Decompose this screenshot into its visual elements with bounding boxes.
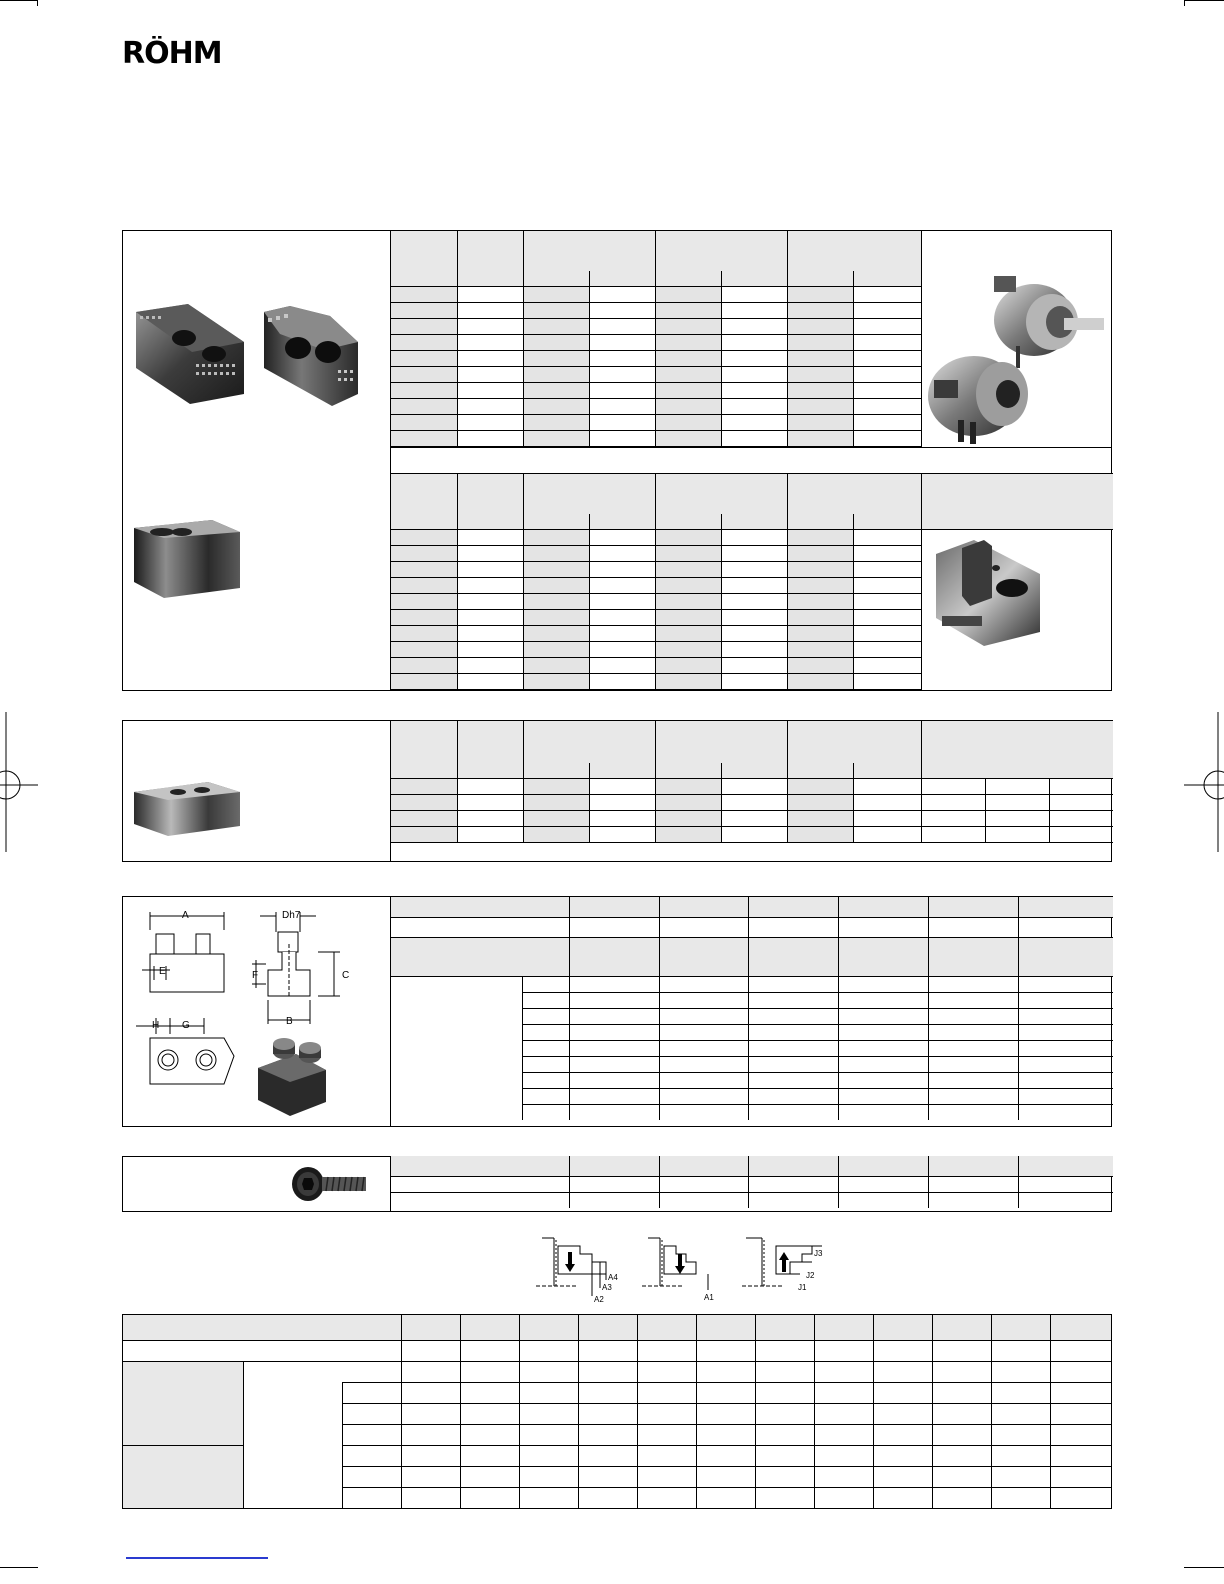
header-cell bbox=[722, 514, 788, 530]
crop-mark bbox=[1184, 1567, 1224, 1568]
header-cell bbox=[922, 721, 1113, 779]
diagram-label-a3: A3 bbox=[602, 1283, 612, 1292]
table-row bbox=[391, 977, 1113, 993]
header-cell bbox=[391, 231, 458, 287]
t-nut-photo bbox=[258, 1038, 326, 1116]
soft-top-jaw-photo bbox=[132, 518, 242, 600]
header-cell bbox=[788, 763, 854, 779]
diagram-label-a2: A2 bbox=[594, 1295, 604, 1304]
drawing-label-c: C bbox=[342, 970, 350, 981]
table-row bbox=[123, 1362, 1112, 1383]
power-chuck-photo bbox=[924, 262, 1110, 446]
table-row bbox=[391, 827, 1113, 843]
drawing-label-e: E bbox=[159, 966, 166, 977]
drawing-label-g: G bbox=[182, 1020, 190, 1031]
screw-table bbox=[390, 1156, 1113, 1208]
drawing-label-d: Dh7 bbox=[282, 910, 301, 921]
table-row bbox=[391, 795, 1113, 811]
section1-band bbox=[390, 447, 1112, 475]
header-cell bbox=[391, 474, 458, 530]
svg-text:RÖHM: RÖHM bbox=[122, 36, 222, 66]
crop-mark bbox=[0, 1567, 38, 1568]
t-nut-drawing bbox=[130, 904, 380, 1120]
table-row bbox=[391, 415, 922, 431]
header-cell bbox=[524, 763, 590, 779]
table-row bbox=[391, 1193, 1113, 1209]
footer-link-line bbox=[126, 1557, 268, 1559]
header-cell bbox=[391, 721, 458, 779]
table-row bbox=[391, 938, 1113, 977]
header-cell bbox=[854, 763, 922, 779]
table-row bbox=[391, 431, 922, 447]
header-cell bbox=[854, 514, 922, 530]
header-cell bbox=[458, 474, 524, 530]
table-row bbox=[391, 303, 922, 319]
jaw-table-section2 bbox=[390, 720, 1113, 843]
registration-mark-left bbox=[0, 712, 40, 852]
crop-mark bbox=[1184, 0, 1224, 1]
header-cell bbox=[722, 271, 788, 287]
rohm-logo bbox=[122, 36, 248, 66]
table-row bbox=[391, 779, 1113, 795]
header-cell bbox=[788, 271, 854, 287]
header-cell bbox=[524, 721, 656, 764]
table-row bbox=[123, 1315, 1112, 1341]
header-cell bbox=[922, 474, 1113, 530]
diagram-label-a4: A4 bbox=[608, 1273, 618, 1282]
header-cell bbox=[656, 763, 722, 779]
header-cell bbox=[458, 721, 524, 779]
table-row bbox=[391, 1177, 1113, 1193]
table-row bbox=[391, 335, 922, 351]
table-row bbox=[391, 530, 1113, 546]
header-cell bbox=[524, 474, 656, 515]
header-cell bbox=[656, 474, 788, 515]
table-row bbox=[391, 367, 922, 383]
diagram-label-j3: J3 bbox=[814, 1249, 823, 1258]
diagram-label-j2: J2 bbox=[806, 1271, 815, 1280]
table-row bbox=[391, 811, 1113, 827]
diagram-label-a1: A1 bbox=[704, 1293, 714, 1302]
header-cell bbox=[524, 514, 590, 530]
screw-photo bbox=[290, 1164, 370, 1204]
table-row bbox=[391, 1156, 1113, 1177]
header-cell bbox=[656, 721, 788, 764]
table-row bbox=[391, 351, 922, 367]
header-cell bbox=[788, 514, 854, 530]
drawing-label-b: B bbox=[286, 1016, 293, 1027]
long-soft-jaw-photo bbox=[132, 780, 242, 836]
header-cell bbox=[722, 763, 788, 779]
header-cell bbox=[656, 514, 722, 530]
header-cell bbox=[590, 514, 656, 530]
drawing-label-h: H bbox=[152, 1020, 160, 1031]
clamping-range-table bbox=[122, 1314, 1112, 1509]
table-row bbox=[123, 1341, 1112, 1362]
header-cell bbox=[788, 474, 922, 515]
jaw-table-upper bbox=[390, 230, 922, 447]
jaw-table-lower bbox=[390, 473, 1113, 690]
registration-mark-right bbox=[1184, 712, 1224, 852]
table-row bbox=[391, 399, 922, 415]
t-nut-table bbox=[390, 896, 1113, 1120]
header-cell bbox=[524, 231, 656, 272]
table-row bbox=[391, 383, 922, 399]
header-cell bbox=[524, 271, 590, 287]
table-row bbox=[391, 897, 1113, 918]
table-row bbox=[391, 918, 1113, 938]
crop-mark bbox=[1184, 0, 1185, 6]
header-cell bbox=[458, 231, 524, 287]
drawing-label-f: F bbox=[252, 970, 259, 981]
header-cell bbox=[656, 271, 722, 287]
diagram-label-j1: J1 bbox=[798, 1283, 807, 1292]
header-cell bbox=[788, 231, 922, 272]
table-row bbox=[391, 287, 922, 303]
header-cell bbox=[788, 721, 922, 764]
header-cell bbox=[590, 763, 656, 779]
clamping-diagrams bbox=[536, 1234, 836, 1306]
header-cell bbox=[656, 231, 788, 272]
table-row bbox=[391, 319, 922, 335]
header-cell bbox=[854, 271, 922, 287]
drawing-label-a: A bbox=[182, 910, 189, 921]
header-cell bbox=[590, 271, 656, 287]
crop-mark bbox=[37, 0, 38, 6]
serrated-top-jaws-photo bbox=[132, 298, 362, 410]
crop-mark bbox=[0, 0, 38, 1]
